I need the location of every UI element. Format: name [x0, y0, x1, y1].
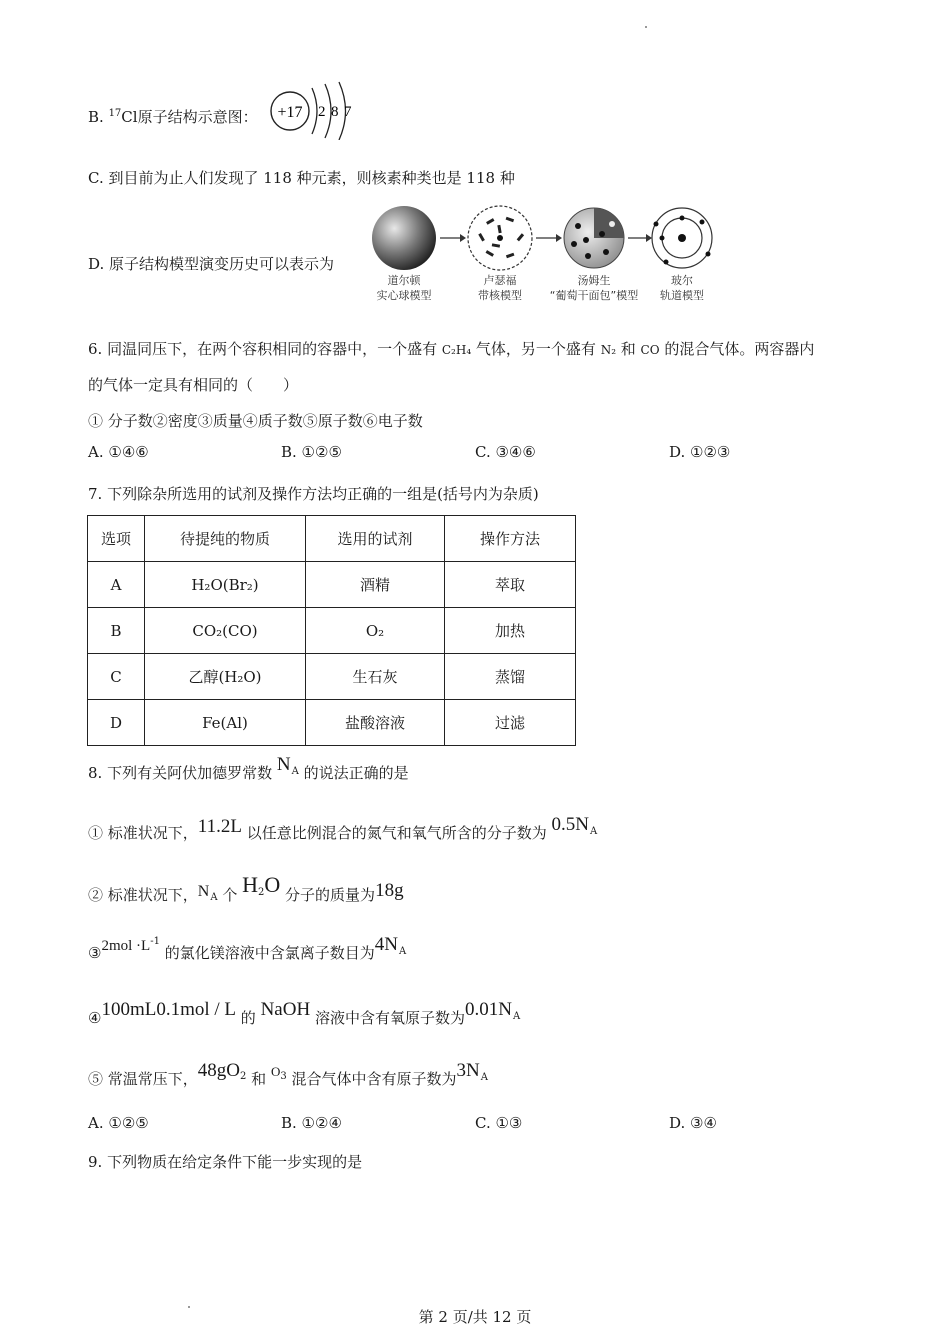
table-row: B CO₂(CO) O₂ 加热 — [88, 608, 576, 654]
table-row: C 乙醇(H₂O) 生石灰 蒸馏 — [88, 654, 576, 700]
q8-stem: 8. 下列有关阿伏加德罗常数 $N_A$ 的说法正确的是 — [88, 754, 409, 782]
dalton-label: 道尔顿 — [387, 274, 421, 287]
bohr-label-2: 轨道模型 — [660, 289, 704, 302]
shell-2-count: 8 — [331, 104, 339, 120]
q8-option-d: D. ③④ — [669, 1114, 717, 1132]
page-footer: 第 2 页/共 12 页 — [418, 1308, 532, 1326]
n2-formula: N₂ — [600, 343, 616, 357]
q8-statement-4: ④100mL0.1mol / L 的 NaOH 溶液中含有氧原子数为$0.01N_A$ — [88, 999, 521, 1027]
nucleus-charge: +17 — [277, 104, 303, 121]
q8-option-c: C. ①③ — [475, 1114, 523, 1132]
q6-stem-line2: 的气体一定具有相同的（ ） — [88, 376, 299, 394]
element-symbol: Cl — [121, 108, 138, 126]
q8-statement-2: ② 标准状况下，$N_A$ 个 $H_2O$ 分子的质量为18g — [88, 872, 404, 904]
co-formula: CO — [640, 343, 660, 357]
header-reagent: 选用的试剂 — [306, 516, 445, 562]
option-b-text: 原子结构示意图： — [137, 108, 258, 126]
q5-option-d: D. 原子结构模型演变历史可以表示为 — [88, 255, 335, 273]
na-symbol: N — [276, 754, 291, 775]
mass-number: 17 — [108, 108, 122, 119]
q8-option-b: B. ①②④ — [281, 1114, 342, 1132]
scan-speck — [645, 26, 647, 28]
q7-stem: 7. 下列除杂所选用的试剂及操作方法均正确的一组是(括号内为杂质) — [88, 485, 539, 503]
thomson-label-2: “葡萄干面包”模型 — [549, 289, 639, 302]
q5-option-c: C. 到目前为止人们发现了 118 种元素，则核素种类也是 118 种 — [88, 169, 515, 187]
q6-stem: 6. 同温同压下，在两个容积相同的容器中，一个盛有 C₂H₄ 气体，另一个盛有 N₂ 和 CO 的混合气体。两容器内 — [88, 340, 815, 358]
shell-3-count: 7 — [344, 104, 352, 120]
q6-option-a: A. ①④⑥ — [88, 443, 149, 461]
q8-statement-1: ① 标准状况下，11.2L 以任意比例混合的氮气和氧气所含的分子数为 $0.5N_A$ — [88, 814, 598, 842]
q6-option-b: B. ①②⑤ — [281, 443, 342, 461]
shell-1-count: 2 — [318, 104, 326, 120]
atomic-model-history-figure — [366, 200, 726, 306]
q6-option-d: D. ①②③ — [669, 443, 731, 461]
header-method: 操作方法 — [445, 516, 576, 562]
rutherford-label: 卢瑟福 — [483, 274, 517, 287]
q6-items: ① 分子数②密度③质量④质子数⑤原子数⑥电子数 — [88, 412, 423, 430]
header-option: 选项 — [88, 516, 145, 562]
q8-option-a: A. ①②⑤ — [88, 1114, 149, 1132]
option-b-label: B. — [88, 108, 109, 126]
bohr-label: 玻尔 — [671, 274, 693, 287]
chlorine-atom-diagram — [266, 80, 366, 140]
q7-table — [87, 515, 576, 746]
header-substance: 待提纯的物质 — [145, 516, 306, 562]
q8-statement-3: ③2mol $\cdot L^{-1}$ 的氯化镁溶液中含氯离子数目为$4N_A$ — [88, 934, 407, 962]
table-header-row — [88, 516, 576, 562]
q6-option-c: C. ③④⑥ — [475, 443, 536, 461]
q8-statement-5: ⑤ 常温常压下，$48gO_2$ 和 $O_3$ 混合气体中含有原子数为$3N_A$ — [88, 1060, 488, 1088]
rutherford-label-2: 带核模型 — [478, 289, 522, 302]
q5-option-b — [88, 106, 258, 127]
table-row: D Fe(Al) 盐酸溶液 过滤 — [88, 700, 576, 746]
q9-stem: 9. 下列物质在给定条件下能一步实现的是 — [88, 1153, 363, 1171]
dalton-sphere — [372, 206, 436, 270]
dalton-label-2: 实心球模型 — [376, 289, 432, 302]
scan-speck — [188, 1306, 190, 1308]
table-row: A H₂O(Br₂) 酒精 萃取 — [88, 562, 576, 608]
thomson-label: 汤姆生 — [577, 274, 611, 287]
c2h4-formula: C₂H₄ — [441, 343, 472, 357]
